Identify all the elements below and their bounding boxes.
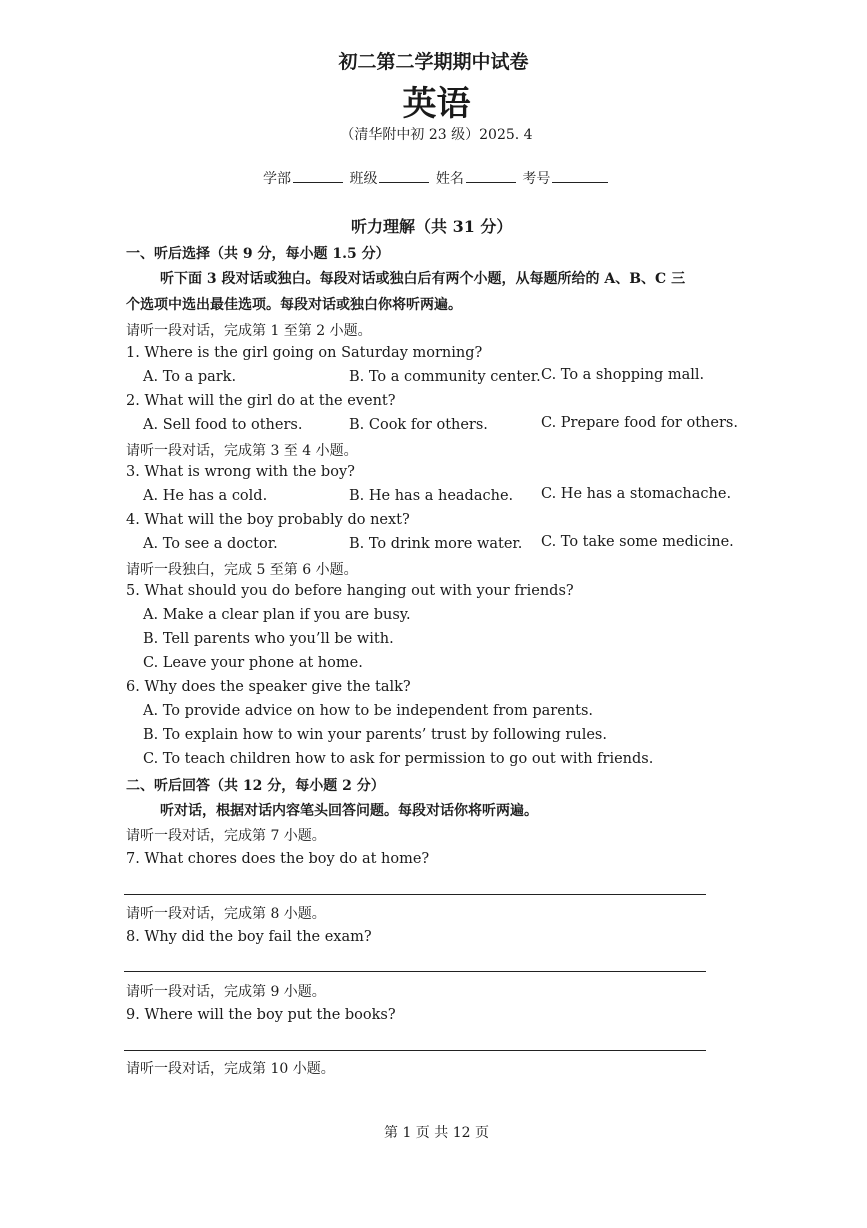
listening-prompt: 请听一段对话，完成第 10 小题。 [126,1061,335,1077]
section-title: 听力理解（共 31 分） [351,217,513,236]
question-4-option-b: B. To drink more water. [349,536,523,552]
listening-prompt: 请听一段对话，完成第 9 小题。 [126,984,326,1000]
question-5-option-c: C. Leave your phone at home. [143,655,363,671]
listening-prompt: 请听一段对话，完成第 8 小题。 [126,906,326,922]
question-1-option-b: B. To a community center. [349,369,541,385]
exam-number-blank[interactable] [552,168,608,183]
student-info-fields [263,168,610,188]
question-5-option-a: A. Make a clear plan if you are busy. [143,607,411,623]
question-5-option-b: B. Tell parents who you’ll be with. [143,631,394,647]
question-4-option-c: C. To take some medicine. [541,534,734,550]
question-7-answer-line[interactable] [124,894,706,895]
question-4-option-a: A. To see a doctor. [143,536,278,552]
part1-instruction-1: 听下面 3 段对话或独白。每段对话或独白后有两个小题，从每题所给的 A、B、C 三 [160,271,686,287]
question-2-option-b: B. Cook for others. [349,417,488,433]
name-blank[interactable] [466,168,516,183]
question-6-option-b: B. To explain how to win your parents’ trust by following rules. [143,727,607,743]
listening-prompt: 请听一段对话，完成第 3 至 4 小题。 [126,443,358,459]
page-number: 第 1 页 共 12 页 [384,1125,489,1141]
listening-prompt: 请听一段独白，完成 5 至第 6 小题。 [126,562,358,578]
class-blank[interactable] [379,168,429,183]
question-6-option-c: C. To teach children how to ask for permission to go out with friends. [143,751,654,767]
field-label-exam-number: 考号 [522,171,551,187]
subject-title: 英语 [402,84,471,124]
part2-heading: 二、听后回答（共 12 分，每小题 2 分） [126,778,385,794]
exam-title: 初二第二学期期中试卷 [338,51,529,73]
part1-heading: 一、听后选择（共 9 分，每小题 1.5 分） [126,246,390,262]
question-8-stem: 8. Why did the boy fail the exam? [126,929,372,945]
field-label-department: 学部 [263,171,291,187]
question-9-stem: 9. Where will the boy put the books? [126,1007,396,1023]
question-1-option-c: C. To a shopping mall. [541,367,705,383]
exam-subtitle: （清华附中初 23 级）2025. 4 [340,127,533,143]
question-1-option-a: A. To a park. [143,369,237,385]
question-6-option-a: A. To provide advice on how to be independent from parents. [143,703,594,719]
part2-instruction: 听对话，根据对话内容笔头回答问题。每段对话你将听两遍。 [160,803,538,819]
question-3-option-a: A. He has a cold. [143,488,268,504]
question-3-stem: 3. What is wrong with the boy? [126,464,355,480]
question-2-stem: 2. What will the girl do at the event? [126,393,396,409]
question-9-answer-line[interactable] [124,1050,706,1051]
field-label-name: 姓名 [435,171,464,187]
question-2-option-c: C. Prepare food for others. [541,415,738,431]
question-1-stem: 1. Where is the girl going on Saturday morning? [126,345,483,361]
question-3-option-c: C. He has a stomachache. [541,486,732,502]
question-3-option-b: B. He has a headache. [349,488,514,504]
question-8-answer-line[interactable] [124,971,706,972]
part1-instruction-2: 个选项中选出最佳选项。每段对话或独白你将听两遍。 [126,297,462,313]
field-label-class: 班级 [349,171,378,187]
department-blank[interactable] [293,168,343,183]
question-7-stem: 7. What chores does the boy do at home? [126,851,430,867]
question-5-stem: 5. What should you do before hanging out with your friends? [126,583,574,599]
question-6-stem: 6. Why does the speaker give the talk? [126,679,411,695]
question-2-option-a: A. Sell food to others. [143,417,303,433]
question-4-stem: 4. What will the boy probably do next? [126,512,410,528]
listening-prompt: 请听一段对话，完成第 7 小题。 [126,828,326,844]
listening-prompt: 请听一段对话，完成第 1 至第 2 小题。 [126,323,372,339]
